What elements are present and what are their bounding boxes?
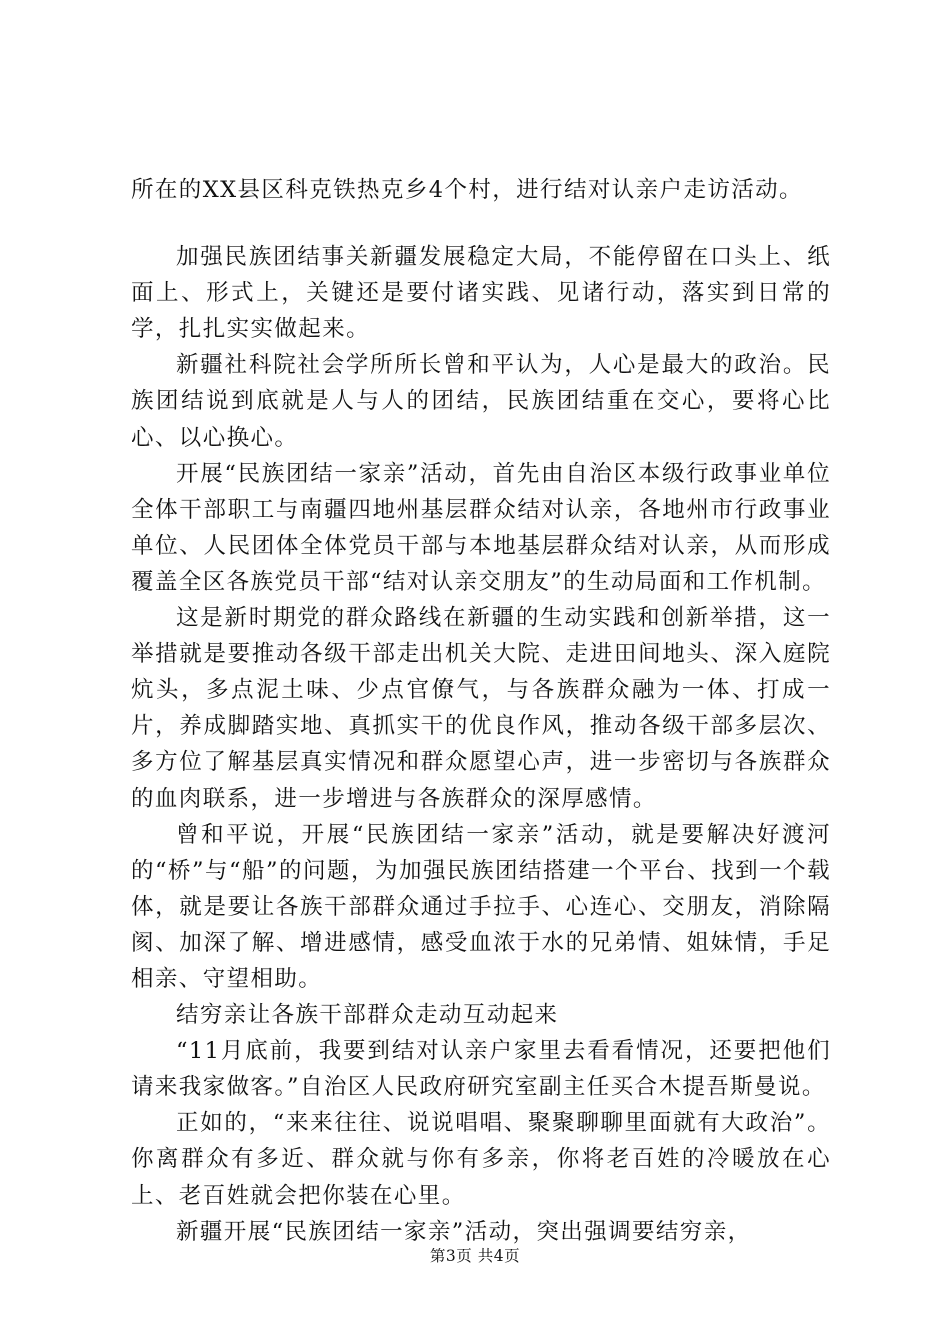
- paragraph-7: “11月底前，我要到结对认亲户家里去看看情况，还要把他们请来我家做客。”自治区人民政府研究室副主任买合木提吾斯曼说。: [131, 1038, 831, 1101]
- document-body: [131, 172, 831, 1250]
- paragraph-5: 这是新时期党的群众路线在新疆的生动实践和创新举措，这一举措就是要推动各级干部走出机关大院、走进田间地头、深入庭院炕头，多点泥土味、少点官僚气，与各族群众融为一体、打成一片，养成脚踏实地、真抓实干的优良作风，推动各级干部多层次、多方位了解基层真实情况和群众愿望心声，进一步密切与各族群众的血肉联系，进一步增进与各族群众的深厚感情。: [131, 605, 831, 812]
- paragraph-3: 新疆社科院社会学所所长曾和平认为，人心是最大的政治。民族团结说到底就是人与人的团结，民族团结重在交心，要将心比心、以心换心。: [131, 352, 831, 451]
- paragraph-9: 新疆开展“民族团结一家亲”活动，突出强调要结穷亲，: [176, 1218, 752, 1245]
- paragraph-6: 曾和平说，开展“民族团结一家亲”活动，就是要解决好渡河的“桥”与“船”的问题，为加强民族团结搭建一个平台、找到一个载体，就是要让各族干部群众通过手拉手、心连心、交朋友，消除隔阂、加深了解、增进感情，感受血浓于水的兄弟情、姐妹情，手足相亲、守望相助。: [131, 821, 831, 992]
- paragraph-2: 加强民族团结事关新疆发展稳定大局，不能停留在口头上、纸面上、形式上，关键还是要付诸实践、见诸行动，落实到日常的学，扎扎实实做起来。: [131, 244, 831, 343]
- paragraph-8: 正如的，“来来往往、说说唱唱、聚聚聊聊里面就有大政治”。你离群众有多近、群众就与你有多亲，你将老百姓的冷暖放在心上、老百姓就会把你装在心里。: [131, 1110, 831, 1209]
- page-number-footer: 第3页 共4页: [429, 1247, 521, 1265]
- paragraph-4: 开展“民族团结一家亲”活动，首先由自治区本级行政事业单位全体干部职工与南疆四地州基层群众结对认亲，各地州市行政事业单位、人民团体全体党员干部与本地基层群众结对认亲，从而形成覆盖全区各族党员干部“结对认亲交朋友”的生动局面和工作机制。: [131, 460, 831, 595]
- paragraph-1: 所在的XX县区科克铁热克乡4个村，进行结对认亲户走访活动。: [131, 177, 803, 203]
- section-heading: 结穷亲让各族干部群众走动互动起来: [176, 1002, 559, 1029]
